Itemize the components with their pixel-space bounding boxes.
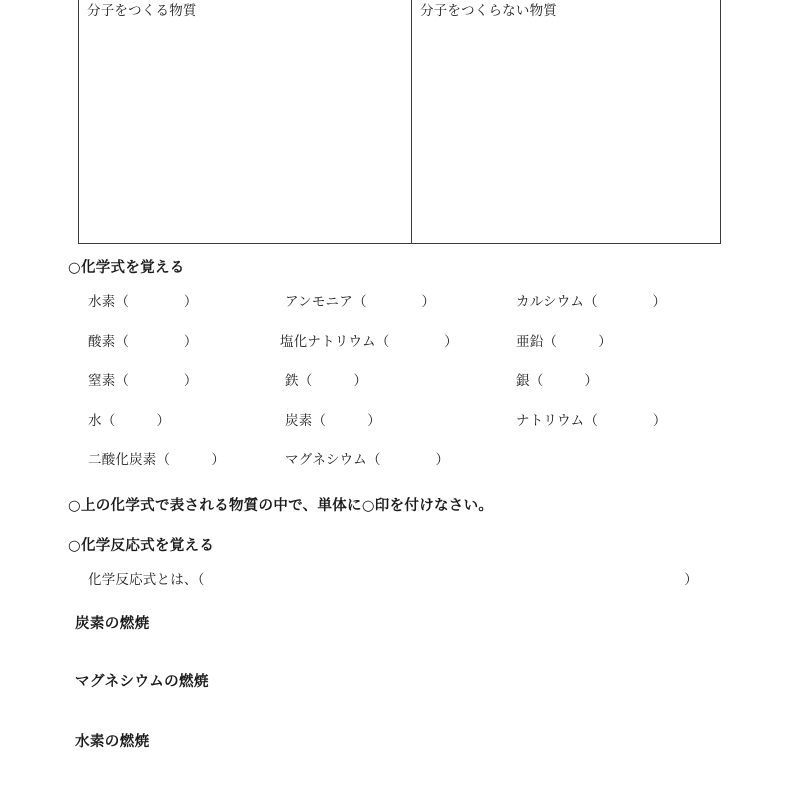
formula-term: 水素 xyxy=(88,294,116,310)
reaction-heading-magnesium-combustion: マグネシウムの燃焼 xyxy=(75,674,209,690)
formula-item-magnesium[interactable] xyxy=(285,448,449,468)
formula-grid xyxy=(88,290,728,488)
formula-item-sodium-chloride[interactable] xyxy=(280,330,458,350)
paren-close: ） xyxy=(584,373,599,389)
formula-item-calcium[interactable] xyxy=(516,290,666,310)
table-header-non-molecular: 分子をつくらない物質 xyxy=(419,3,557,19)
definition-fill-in-line[interactable] xyxy=(88,568,698,588)
formula-blank[interactable] xyxy=(326,409,367,429)
formula-blank[interactable] xyxy=(312,369,353,389)
paren-open: （ xyxy=(115,294,130,310)
formula-blank[interactable] xyxy=(381,448,436,468)
paren-open: （ xyxy=(366,452,381,468)
formula-item-water[interactable] xyxy=(88,409,170,429)
formula-item-nitrogen[interactable] xyxy=(88,369,198,389)
formula-row xyxy=(88,290,728,330)
paren-close: ） xyxy=(435,452,450,468)
formula-item-hydrogen[interactable] xyxy=(88,290,198,310)
formula-item-oxygen[interactable] xyxy=(88,330,198,350)
section-heading-chemical-formula: ○化学式を覚える xyxy=(68,260,185,276)
definition-label: 化学反応式とは、（ xyxy=(88,572,205,588)
paren-close: ） xyxy=(183,333,198,350)
paren-close: ） xyxy=(598,333,612,350)
paren-open: （ xyxy=(543,333,558,350)
paren-close: ） xyxy=(367,412,381,429)
formula-item-zinc[interactable] xyxy=(516,330,612,350)
formula-row xyxy=(88,330,728,370)
instruction-mark-elements: ○上の化学式で表される物質の中で、単体に○印を付けなさい。 xyxy=(68,498,494,514)
formula-term: 塩化ナトリウム xyxy=(280,333,376,350)
paren-open: （ xyxy=(115,373,130,389)
formula-item-carbon[interactable] xyxy=(285,409,381,429)
table-header-molecular: 分子をつくる物質 xyxy=(87,3,197,19)
paren-open: （ xyxy=(584,412,599,429)
paren-open: （ xyxy=(298,373,313,389)
formula-blank[interactable] xyxy=(598,409,653,429)
paren-open: （ xyxy=(529,373,544,389)
table-cell-molecular[interactable] xyxy=(79,0,412,243)
formula-blank[interactable] xyxy=(543,369,584,389)
paren-open: （ xyxy=(584,294,598,310)
paren-close: ） xyxy=(444,333,458,350)
formula-blank[interactable] xyxy=(129,330,184,350)
classification-table xyxy=(78,0,721,244)
reaction-heading-carbon-combustion: 炭素の燃焼 xyxy=(75,616,150,632)
paren-close: ） xyxy=(183,373,198,389)
formula-item-iron[interactable] xyxy=(285,369,367,389)
formula-item-carbon-dioxide[interactable] xyxy=(88,448,225,468)
formula-term: 炭素 xyxy=(285,412,313,429)
formula-row xyxy=(88,448,728,488)
formula-blank[interactable] xyxy=(598,290,653,310)
formula-blank[interactable] xyxy=(129,369,184,389)
paren-close: ） xyxy=(652,294,667,310)
table-cell-non-molecular[interactable] xyxy=(412,0,720,243)
paren-close: ） xyxy=(353,373,368,389)
formula-item-sodium[interactable] xyxy=(516,409,667,429)
paren-open: （ xyxy=(115,333,130,350)
formula-blank[interactable] xyxy=(557,330,598,350)
section-heading-chemical-reaction: ○化学反応式を覚える xyxy=(68,538,215,554)
formula-term: 二酸化炭素 xyxy=(88,452,157,468)
paren-open: （ xyxy=(375,333,390,350)
paren-open: （ xyxy=(101,412,116,429)
paren-close: ） xyxy=(211,452,226,468)
reaction-heading-hydrogen-combustion: 水素の燃焼 xyxy=(75,734,150,750)
formula-row xyxy=(88,369,728,409)
paren-close: ） xyxy=(684,572,698,588)
formula-term: アンモニア xyxy=(285,294,353,310)
formula-term: ナトリウム xyxy=(516,412,585,429)
formula-term: マグネシウム xyxy=(285,452,367,468)
paren-open: （ xyxy=(156,452,171,468)
formula-blank[interactable] xyxy=(170,448,211,468)
paren-close: ） xyxy=(652,412,667,429)
paren-close: ） xyxy=(183,294,198,310)
paren-open: （ xyxy=(352,294,367,310)
formula-term: 水 xyxy=(88,412,102,429)
formula-blank[interactable] xyxy=(115,409,156,429)
formula-item-ammonia[interactable] xyxy=(285,290,435,310)
formula-term: 窒素 xyxy=(88,373,116,389)
formula-term: カルシウム xyxy=(516,294,585,310)
formula-blank[interactable] xyxy=(389,330,444,350)
formula-blank[interactable] xyxy=(367,290,422,310)
formula-term: 亜鉛 xyxy=(516,333,544,350)
formula-blank[interactable] xyxy=(129,290,184,310)
formula-term: 銀 xyxy=(516,373,530,389)
paren-close: ） xyxy=(156,412,171,429)
formula-term: 酸素 xyxy=(88,333,116,350)
paren-open: （ xyxy=(312,412,327,429)
formula-row xyxy=(88,409,728,449)
paren-close: ） xyxy=(421,294,436,310)
formula-item-silver[interactable] xyxy=(516,369,598,389)
formula-term: 鉄 xyxy=(285,373,299,389)
